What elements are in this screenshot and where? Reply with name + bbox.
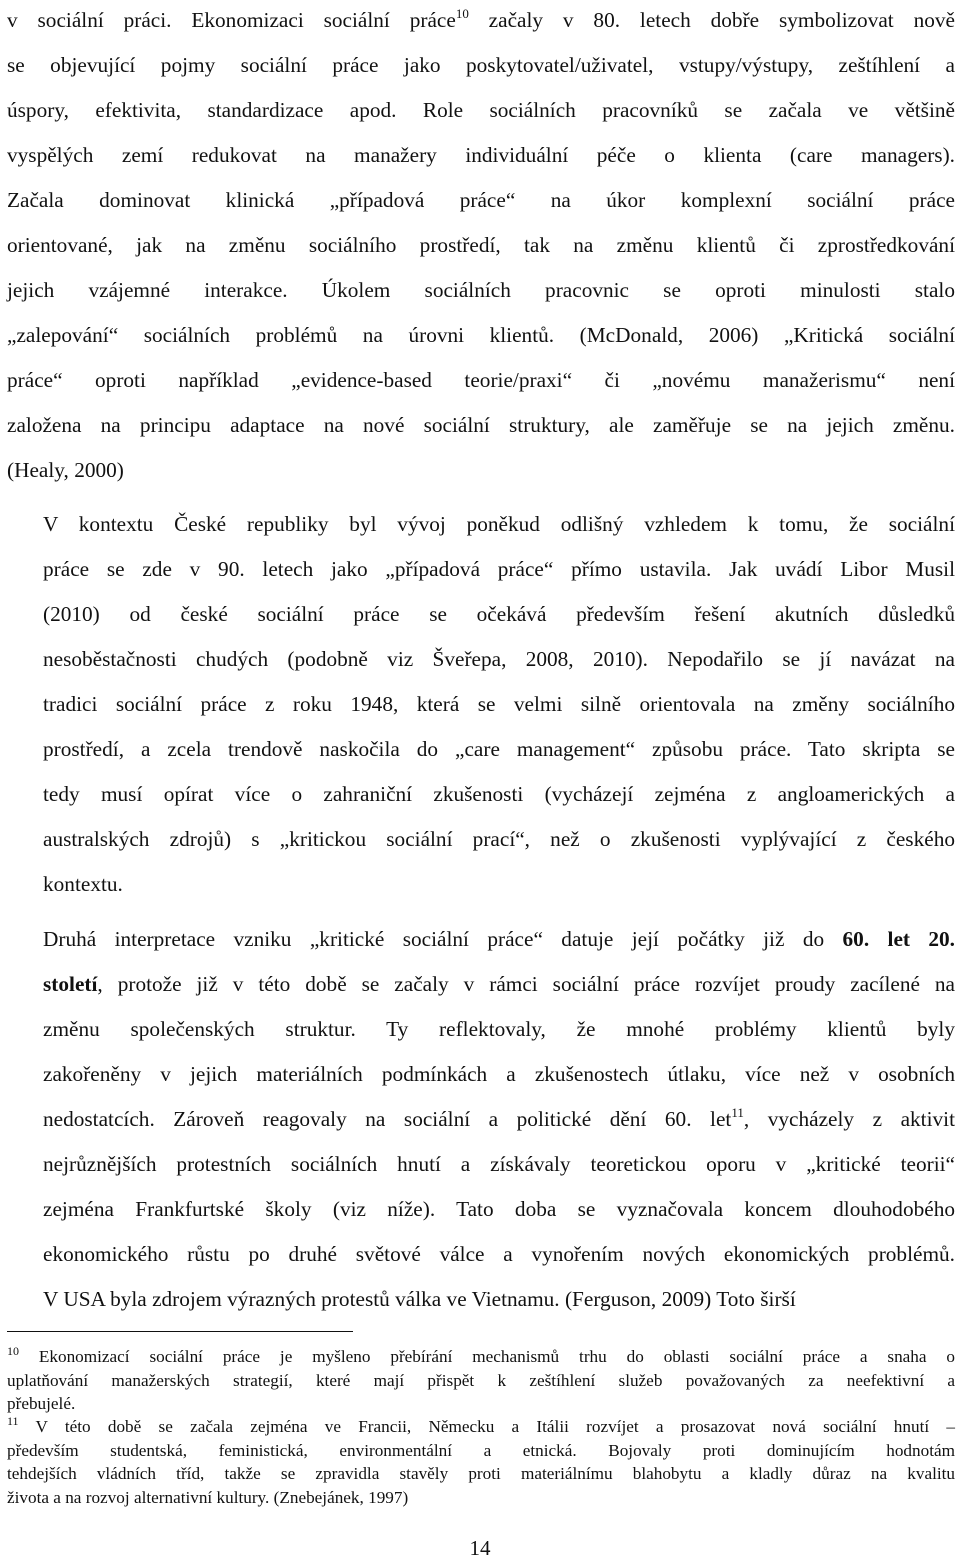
text-line: nedostatcích. Zároveň reagovaly na sociální a politické dění 60. let$^{11}$, vycházely z aktivit: [43, 1105, 955, 1131]
text-line: nesoběstačnosti chudých (podobně viz Šveřepa, 2008, 2010). Nepodařilo se jí navázat na: [43, 647, 955, 671]
text-line: změnu společenských struktur. Ty reflektovaly, že mnohé problémy klientů byly: [43, 1017, 955, 1041]
paragraph-economization: [7, 0, 955, 493]
text-line: ekonomického růstu po druhé světové válce a vynořením nových ekonomických problémů.: [43, 1242, 955, 1266]
text-line: tedy musí opírat více o zahraniční zkušenosti (vycházejí zejména z angloamerických a: [43, 782, 955, 806]
footnote-ref-10[interactable]: 10: [455, 6, 469, 21]
page-number: 14: [469, 1536, 491, 1560]
text-line: jejich vzájemné interakce. Úkolem sociálních pracovnic se oproti minulosti stalo: [7, 278, 955, 302]
text-line: práce se zde v 90. letech jako „případová práce“ přímo ustavila. Jak uvádí Libor Musil: [43, 557, 955, 581]
text-line: nejrůznějších protestních sociálních hnutí a získávaly teoretickou oporu v „kritické teorii“: [43, 1152, 955, 1176]
text-line: se objevující pojmy sociální práce jako poskytovatel/uživatel, vstupy/výstupy, zeštíhlení a: [7, 53, 955, 77]
text-line: vyspělých zemí redukovat na manažery individuální péče o klienta (care managers).: [7, 143, 955, 167]
footnote-line: tehdejších vládních tříd, takže se zpravidla stavěly proti materiálnímu blahobytu a kladly důraz na kvalitu: [7, 1464, 955, 1483]
footnote-line: přebujelé.: [7, 1394, 76, 1413]
text-line: orientované, jak na změnu sociálního prostředí, tak na změnu klientů či zprostředkování: [7, 233, 955, 257]
text-line: Druhá interpretace vzniku „kritické sociální práce“ datuje její počátky již do 60. let 20.: [43, 927, 956, 951]
footnote-10: [7, 1345, 955, 1416]
footnote-number: 10: [7, 1344, 19, 1358]
text-line: kontextu.: [43, 872, 123, 896]
footnote-11: [7, 1415, 955, 1509]
footnote-number: 11: [7, 1414, 19, 1428]
text-line: tradici sociální práce z roku 1948, která se velmi silně orientovala na změny sociálního: [43, 692, 955, 716]
footnote-line: $^{11}$ V této době se začala zejména ve Francii, Německu a Itálii rozvíjet a prosazovat nová sociální hnutí –: [7, 1414, 955, 1436]
footnote-line: především studentská, feministická, environmentální a etnická. Bojovaly proti dominujícím hodnotám: [7, 1440, 955, 1460]
text-line: zejména Frankfurtské školy (viz níže). Tato doba se vyznačovala koncem dlouhodobého: [43, 1197, 955, 1221]
footnote-line: života a na rozvoj alternativní kultury. (Znebejánek, 1997): [7, 1487, 409, 1507]
bold-text: století: [43, 972, 98, 996]
text-line: prostředí, a zcela trendově naskočila do „care management“ způsobu práce. Tato skripta se: [43, 737, 955, 761]
text-line: úspory, efektivita, standardizace apod. Role sociálních pracovníků se začala ve většině: [7, 98, 955, 122]
footnote-ref-11[interactable]: 11: [731, 1105, 744, 1120]
text-line: práce“ oproti například „evidence-based teorie/praxi“ či „novému manažerismu“ není: [7, 368, 955, 392]
text-line: (Healy, 2000): [7, 458, 124, 482]
text-line: V kontextu České republiky byl vývoj poněkud odlišný vzhledem k tomu, že sociální: [43, 512, 955, 536]
footnote-line: uplatňování manažerských strategií, které mají přispět k zeštíhlení služeb považovaných za neefektivní a: [7, 1370, 955, 1390]
text-line: V USA byla zdrojem výrazných protestů válka ve Vietnamu. (Ferguson, 2009) Toto širší: [43, 1287, 796, 1311]
text-line: Začala dominovat klinická „případová práce“ na úkor komplexní sociální práce: [7, 188, 955, 212]
footnote-line: $^{10}$ Ekonomizací sociální práce je myšleno přebírání mechanismů trhu do oblasti sociální práce a snaha o: [7, 1344, 956, 1366]
text-line: v sociální práci. Ekonomizaci sociální práce$^{10}$ začaly v 80. letech dobře symbolizovat nově: [7, 6, 955, 32]
text-line: století, protože již v této době se začaly v rámci sociální práce rozvíjet proudy zacílené na: [43, 972, 955, 996]
text-line: australských zdrojů) s „kritickou sociální prací“, než o zkušenosti vyplývající z českého: [43, 827, 955, 851]
text-line: „zalepování“ sociálních problémů na úrovni klientů. (McDonald, 2006) „Kritická sociální: [7, 323, 955, 347]
text-line: založena na principu adaptace na nové sociální struktury, ale zaměřuje se na jejich změnu.: [7, 413, 955, 437]
paragraph-second-interpretation: [7, 917, 955, 1322]
paragraph-czech-context: [7, 502, 955, 907]
bold-text: 60. let 20.: [842, 927, 956, 951]
text-line: (2010) od české sociální práce se očekává především řešení akutních důsledků: [43, 602, 955, 626]
footnote-separator: [7, 1331, 353, 1332]
text-line: zakořeněny v jejich materiálních podmínkách a zkušenostech útlaku, více než v osobních: [43, 1062, 955, 1086]
